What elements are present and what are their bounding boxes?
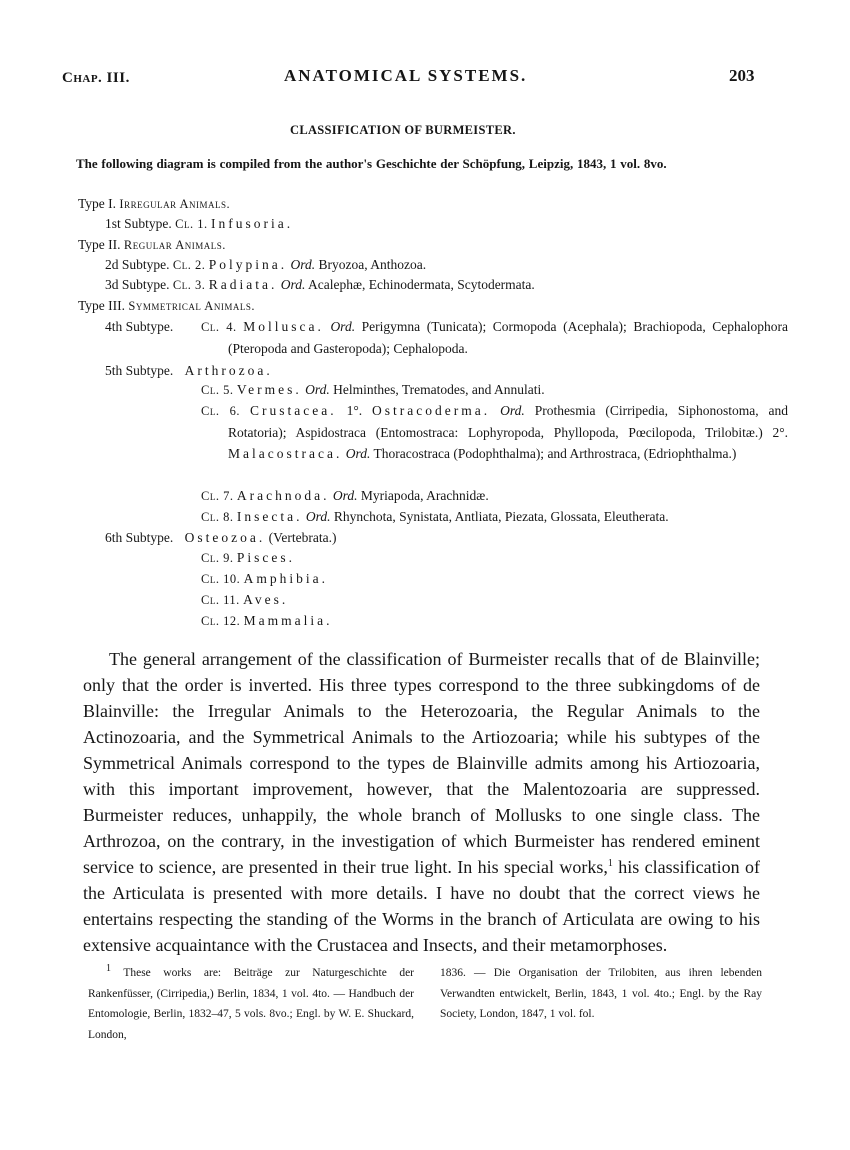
section-title: CLASSIFICATION OF BURMEISTER. <box>290 123 516 137</box>
subtype-4-label: 4th Subtype. <box>105 319 174 334</box>
subtype-6: 6th Subtype. Osteozoa. (Vertebrata.) <box>105 530 337 545</box>
class-11: Cl. 11. Aves. <box>201 592 289 607</box>
class-9: Cl. 9. Pisces. <box>201 550 295 565</box>
page-number: 203 <box>729 66 755 85</box>
footnote-mark: 1 <box>106 963 111 975</box>
class-6: Cl. 6. Crustacea. 1°. Ostracoderma. Ord. Prothesmia (Cirripedia, Siphonostoma, and Rotatoria); Aspidostraca (Entomostraca: Lophyropoda, Phyllopoda, Pœcilopoda, Trilobitæ.) 2°. Malacostraca. Ord. Thoracostraca (Podophthalma); and Arthrostraca, (Edriophthalma.) <box>201 403 789 461</box>
subtype-5: 5th Subtype. Arthrozoa. <box>105 363 273 378</box>
subtype-4-content: Cl. 4. Mollusca. Ord. Perigymna (Tunicata); Cormopoda (Acephala); Brachiopoda, Cephalophora (Pteropoda and Gasteropoda); Cephalopoda. <box>201 319 789 356</box>
subtype-2: 2d Subtype. Cl. 2. Polypina. Ord. Bryozoa, Anthozoa. <box>105 257 427 272</box>
type-3: Type III. Symmetrical Animals. <box>78 298 255 313</box>
type-2: Type II. Regular Animals. <box>78 237 226 252</box>
subtype-1: 1st Subtype. Cl. 1. Infusoria. <box>105 216 294 231</box>
intro-line: The following diagram is compiled from the author's Geschichte der Schöpfung, Leipzig, 1843, 1 vol. 8vo. <box>76 156 667 171</box>
class-8: Cl. 8. Insecta. Ord. Rhynchota, Synistata, Antliata, Piezata, Glossata, Eleutherata. <box>201 509 669 524</box>
class-12: Cl. 12. Mammalia. <box>201 613 333 628</box>
footnote-left: $^1$ These works are: Beiträge zur Naturgeschichte der Rankenfüsser, (Cirripedia,) Berlin, 1834, 1 vol. 4to. — Handbuch der Entomologie, Berlin, 1832–47, 5 vols. 8vo.; Engl. by W. E. Shuckard, London, <box>88 963 414 1041</box>
class-5: Cl. 5. Vermes. Ord. Helminthes, Trematodes, and Annulati. <box>201 382 545 397</box>
running-head-chapter: Chap. III. <box>62 70 130 86</box>
body-paragraph: The general arrangement of the classification of Burmeister recalls that of de Blainville; only that the order is inverted. His three types correspond to the three subkingdoms of de Blainville: the Irregular Animals to the Heterozoaria, the Regular Animals to the Actinozoaria, and the Symmetrical Animals to the Artiozoaria; while his subtypes of the Symmetrical Animals correspond to the types de Blainville admits among his Artiozoaria, with this important improvement, however, that the Malentozoaria are suppressed. Burmeister reduces, unhappily, the whole branch of Mollusks to one single class. The Arthrozoa, on the contrary, in the investigation of which Burmeister has rendered eminent service to science, are presented in their true light. In his special works,$^1$ his classification of the Articulata is presented with more details. I have no doubt that the correct views he entertains respecting the standing of the Worms in the branch of Articulata are owing to his extensive acquaintance with the Crustacea and Insects, and their metamorphoses. <box>83 649 760 955</box>
running-head-title: ANATOMICAL SYSTEMS. <box>284 66 528 85</box>
subtype-3: 3d Subtype. Cl. 3. Radiata. Ord. Acalephæ, Echinodermata, Scytodermata. <box>105 277 535 292</box>
footnote-ref: 1 <box>607 858 613 869</box>
footnote-right: 1836. — Die Organisation der Trilobiten, aus ihren lebenden Verwandten entwickelt, Berlin, 1843, 1 vol. 4to.; Engl. by the Ray Society, London, 1847, 1 vol. fol. <box>440 967 762 1020</box>
class-7: Cl. 7. Arachnoda. Ord. Myriapoda, Arachnidæ. <box>201 488 489 503</box>
type-1: Type I. Irregular Animals. <box>78 196 231 211</box>
class-10: Cl. 10. Amphibia. <box>201 571 328 586</box>
